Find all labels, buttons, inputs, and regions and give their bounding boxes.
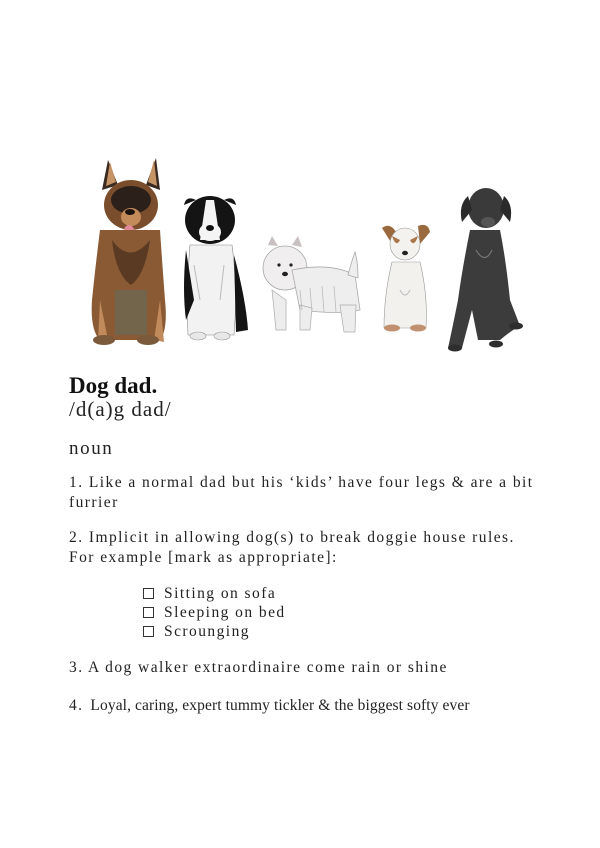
checklist-item-sofa[interactable] xyxy=(143,584,286,603)
definition-text: Implicit in allowing dog(s) to break doggie house rules. For example [mark as appropriate]: xyxy=(69,529,515,566)
definition-number: 4. xyxy=(69,697,84,714)
part-of-speech: noun xyxy=(69,438,114,459)
checkbox-icon[interactable] xyxy=(143,607,154,618)
checklist xyxy=(143,584,286,641)
headword: Dog dad. xyxy=(69,373,158,398)
checklist-item-scrounging[interactable] xyxy=(143,622,286,641)
pronunciation: /d(a)g dad/ xyxy=(69,397,172,421)
jack-russell-illustration xyxy=(382,225,430,332)
definition-text: Loyal, caring, expert tummy tickler & the biggest softy ever xyxy=(90,697,470,714)
definition-2 xyxy=(69,528,539,568)
westie-illustration xyxy=(263,236,360,332)
definition-4 xyxy=(69,696,539,716)
checkbox-icon[interactable] xyxy=(143,588,154,599)
checklist-label: Sitting on sofa xyxy=(164,585,277,602)
definition-text: A dog walker extraordinaire come rain or shine xyxy=(88,659,448,676)
definition-number: 1. xyxy=(69,474,84,491)
definition-3 xyxy=(69,658,539,678)
checklist-label: Sleeping on bed xyxy=(164,604,286,621)
checklist-item-bed[interactable] xyxy=(143,603,286,622)
border-collie-illustration xyxy=(184,196,248,340)
dogs-illustration xyxy=(0,0,600,370)
definition-number: 2. xyxy=(69,529,84,546)
german-shepherd-illustration xyxy=(92,158,166,345)
black-labrador-illustration xyxy=(448,188,523,352)
definition-1 xyxy=(69,473,539,513)
definition-number: 3. xyxy=(69,659,84,676)
checklist-label: Scrounging xyxy=(164,623,250,640)
checkbox-icon[interactable] xyxy=(143,626,154,637)
definition-text: Like a normal dad but his ‘kids’ have four legs & are a bit furrier xyxy=(69,474,534,511)
